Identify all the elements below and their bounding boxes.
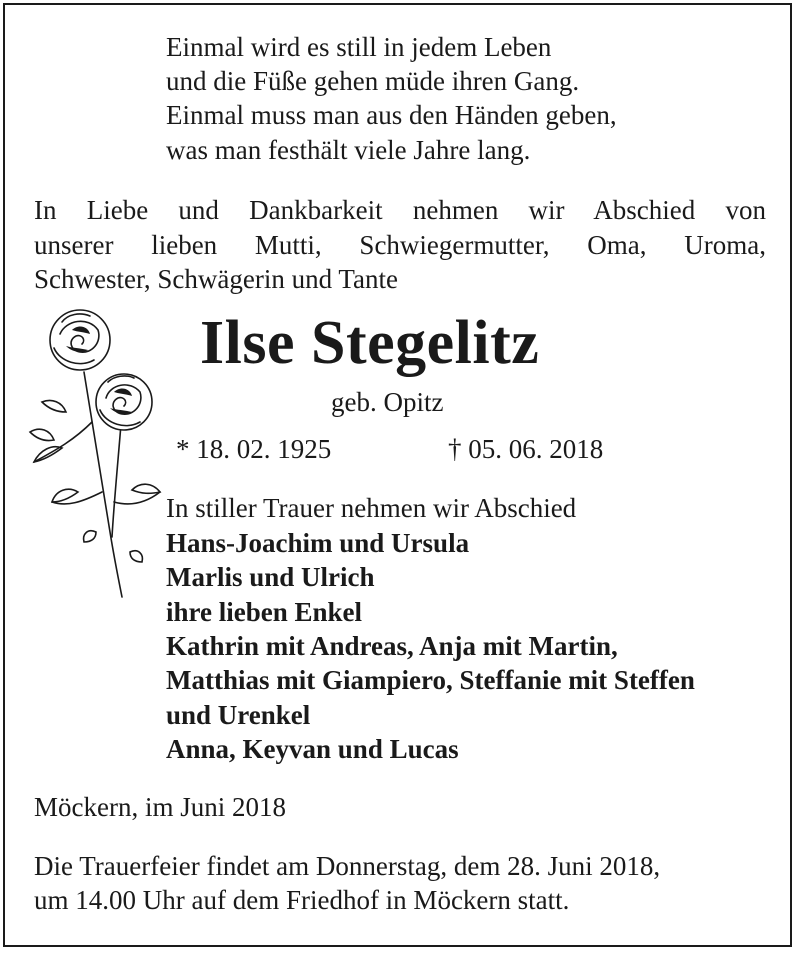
mourner-line: und Urenkel [166,700,311,730]
intro-line: In Liebe und Dankbarkeit nehmen wir Abschied von [34,195,766,225]
intro-line: Schwester, Schwägerin und Tante [34,264,398,294]
mourner-line: Anna, Keyvan und Lucas [166,734,459,764]
intro-line: unserer lieben Mutti, Schwiegermutter, Oma, Uroma, [34,229,766,260]
mourner-line: Marlis und Ulrich [166,562,375,592]
place-date: Möckern, im Juni 2018 [34,792,286,822]
poem-line: was man festhält viele Jahre lang. [166,135,531,165]
funeral-line: Die Trauerfeier findet am Donnerstag, dem 28. Juni 2018, [34,851,661,881]
mourner-line: Matthias mit Giampiero, Steffanie mit Steffen [166,665,695,695]
maiden-name: geb. Opitz [331,387,444,417]
funeral-line: um 14.00 Uhr auf dem Friedhof in Möckern statt. [34,885,570,915]
poem-line: Einmal wird es still in jedem Leben [166,32,552,62]
birth-date: * 18. 02. 1925 [176,434,332,464]
death-date: † 05. 06. 2018 [448,434,604,464]
mourners-heading: In stiller Trauer nehmen wir Abschied [166,493,577,523]
mourner-line: Kathrin mit Andreas, Anja mit Martin, [166,631,618,661]
poem-line: Einmal muss man aus den Händen geben, [166,100,617,130]
mourner-line: Hans-Joachim und Ursula [166,528,470,558]
mourner-line: ihre lieben Enkel [166,597,363,627]
deceased-name: Ilse Stegelitz [200,309,540,377]
rose-illustration-icon [22,302,167,602]
intro-text [34,194,766,298]
poem-line: und die Füße gehen müde ihren Gang. [166,66,580,96]
